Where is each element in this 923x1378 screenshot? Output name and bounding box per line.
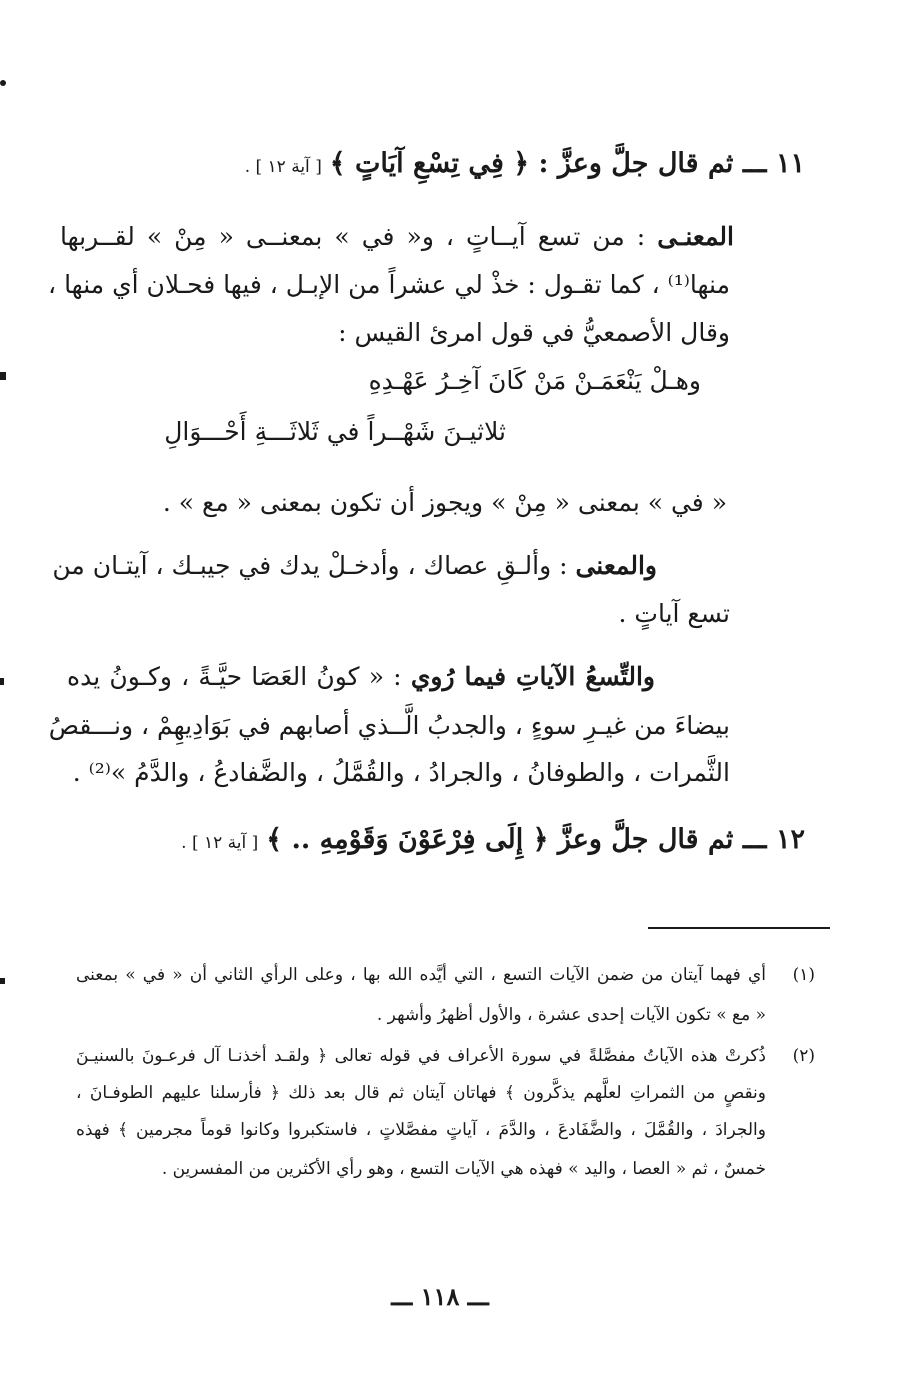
paragraph-1-line-3: وقال الأصمعيُّ في قول امرئ القيس : [338, 318, 730, 347]
paragraph-2-line-2: تسع آياتٍ . [618, 599, 730, 628]
paragraph-1-line-4: « في » بمعنى « مِنْ » ويجوز أن تكون بمعنى « مع » . [162, 488, 727, 517]
footnote-2-number: (٢) [792, 1046, 815, 1066]
paragraph-1-text: : من تسع آيــاتٍ ، و« في » بمعنــى « مِنْ » لقــربها [60, 222, 646, 251]
poem-verse-2: ثلاثيـنَ شَهْــراً في ثَلاثَـــةِ أَحْـــوَالِ [164, 417, 506, 446]
section-12-heading-line [181, 822, 805, 861]
section-11-verse-ref: [ آية ١٢ ] . [244, 157, 322, 177]
paragraph-3-label: والتِّسعُ الآياتِ فيما رُوي [410, 662, 655, 691]
scan-edge-mark [0, 678, 4, 685]
paragraph-3-line-3: الثَّمرات ، والطوفانُ ، والجرادُ ، والقُمَّلُ ، والضَّفادعُ ، والدَّمُ »⁽²⁾ . [72, 758, 730, 787]
footnote-2-line-3: والجرادَ ، والقُمَّلَ ، والضَّفَادعَ ، والدَّمَ ، آياتٍ مفصَّلاتٍ ، فاستكبروا وكانوا قوماً مجرمين ﴾ فهذه [76, 1120, 766, 1140]
paragraph-3-text: : « كونُ العَصَا حيَّـةً ، وكـونُ يده [67, 662, 402, 691]
footnote-1-number: (١) [792, 965, 815, 985]
section-12-verse-ref: [ آية ١٢ ] . [181, 833, 259, 853]
footnote-2-line-4: خمسٌ ، ثم « العصا ، واليد » فهذه هي الآيات التسع ، وهو رأي الأكثرين من المفسرين . [161, 1159, 766, 1179]
footnote-separator [648, 927, 830, 929]
paragraph-2-label: والمعنى [575, 551, 657, 580]
page-number: ـــ ١١٨ ـــ [391, 1282, 489, 1311]
footnote-2-line-2: ونقصٍ من الثمراتِ لعلَّهم يذكَّرون ﴾ فهاتان آيتان ثم قال بعد ذلك ﴿ فأرسلنا عليهم الطوفـانَ ، [76, 1083, 766, 1103]
paragraph-3-line-1 [67, 659, 655, 695]
footnote-1-line-1: أي فهما آيتان من ضمن الآيات التسع ، التي أيَّده الله بها ، وعلى الرأي الثاني أن « في » بمعنى [76, 965, 766, 985]
footnote-2-line-1: ذُكرتْ هذه الآياتُ مفصَّلةً في سورة الأعراف في قوله تعالى ﴿ ولقـد أخذنـا آل فرعـونَ بالسنيـنَ [76, 1046, 766, 1066]
section-11-heading-line [245, 146, 805, 185]
paragraph-1-line-2: منها⁽¹⁾ ، كما تقـول : خذْ لي عشراً من الإبـل ، فيها فحـلان أي منها ، [48, 270, 730, 299]
paragraph-1-label: المعنـى [657, 222, 734, 251]
footnote-1-line-2: « مع » تكون الآيات إحدى عشرة ، والأول أظهرُ وأشهر . [376, 1005, 766, 1025]
paragraph-1-line-1 [60, 219, 734, 255]
paragraph-2-line-1 [52, 548, 657, 584]
paragraph-3-line-2: بيضاءَ من غيـرِ سوءٍ ، والجدبُ الَّــذي أصابهم في بَوَادِيهِمْ ، ونـــقصُ [48, 711, 730, 740]
scan-edge-mark [0, 80, 6, 86]
scan-edge-mark [0, 978, 5, 984]
poem-verse-1: وهـلْ يَنْعَمَـنْ مَنْ كَانَ آخِـرُ عَهْـدِهِ [368, 366, 701, 395]
paragraph-2-text: : وألـقِ عصاك ، وأدخـلْ يدك في جيبـك ، آيتـان من [52, 551, 568, 580]
scan-edge-mark [0, 372, 6, 380]
section-12-heading: ١٢ ـــ ثم قال جلَّ وعزَّ ﴿ إِلَى فِرْعَوْنَ وَقَوْمِهِ .. ﴾ [266, 824, 805, 855]
section-11-heading: ١١ ـــ ثم قال جلَّ وعزَّ : ﴿ فِي تِسْعِ آيَاتٍ ﴾ [329, 148, 805, 179]
